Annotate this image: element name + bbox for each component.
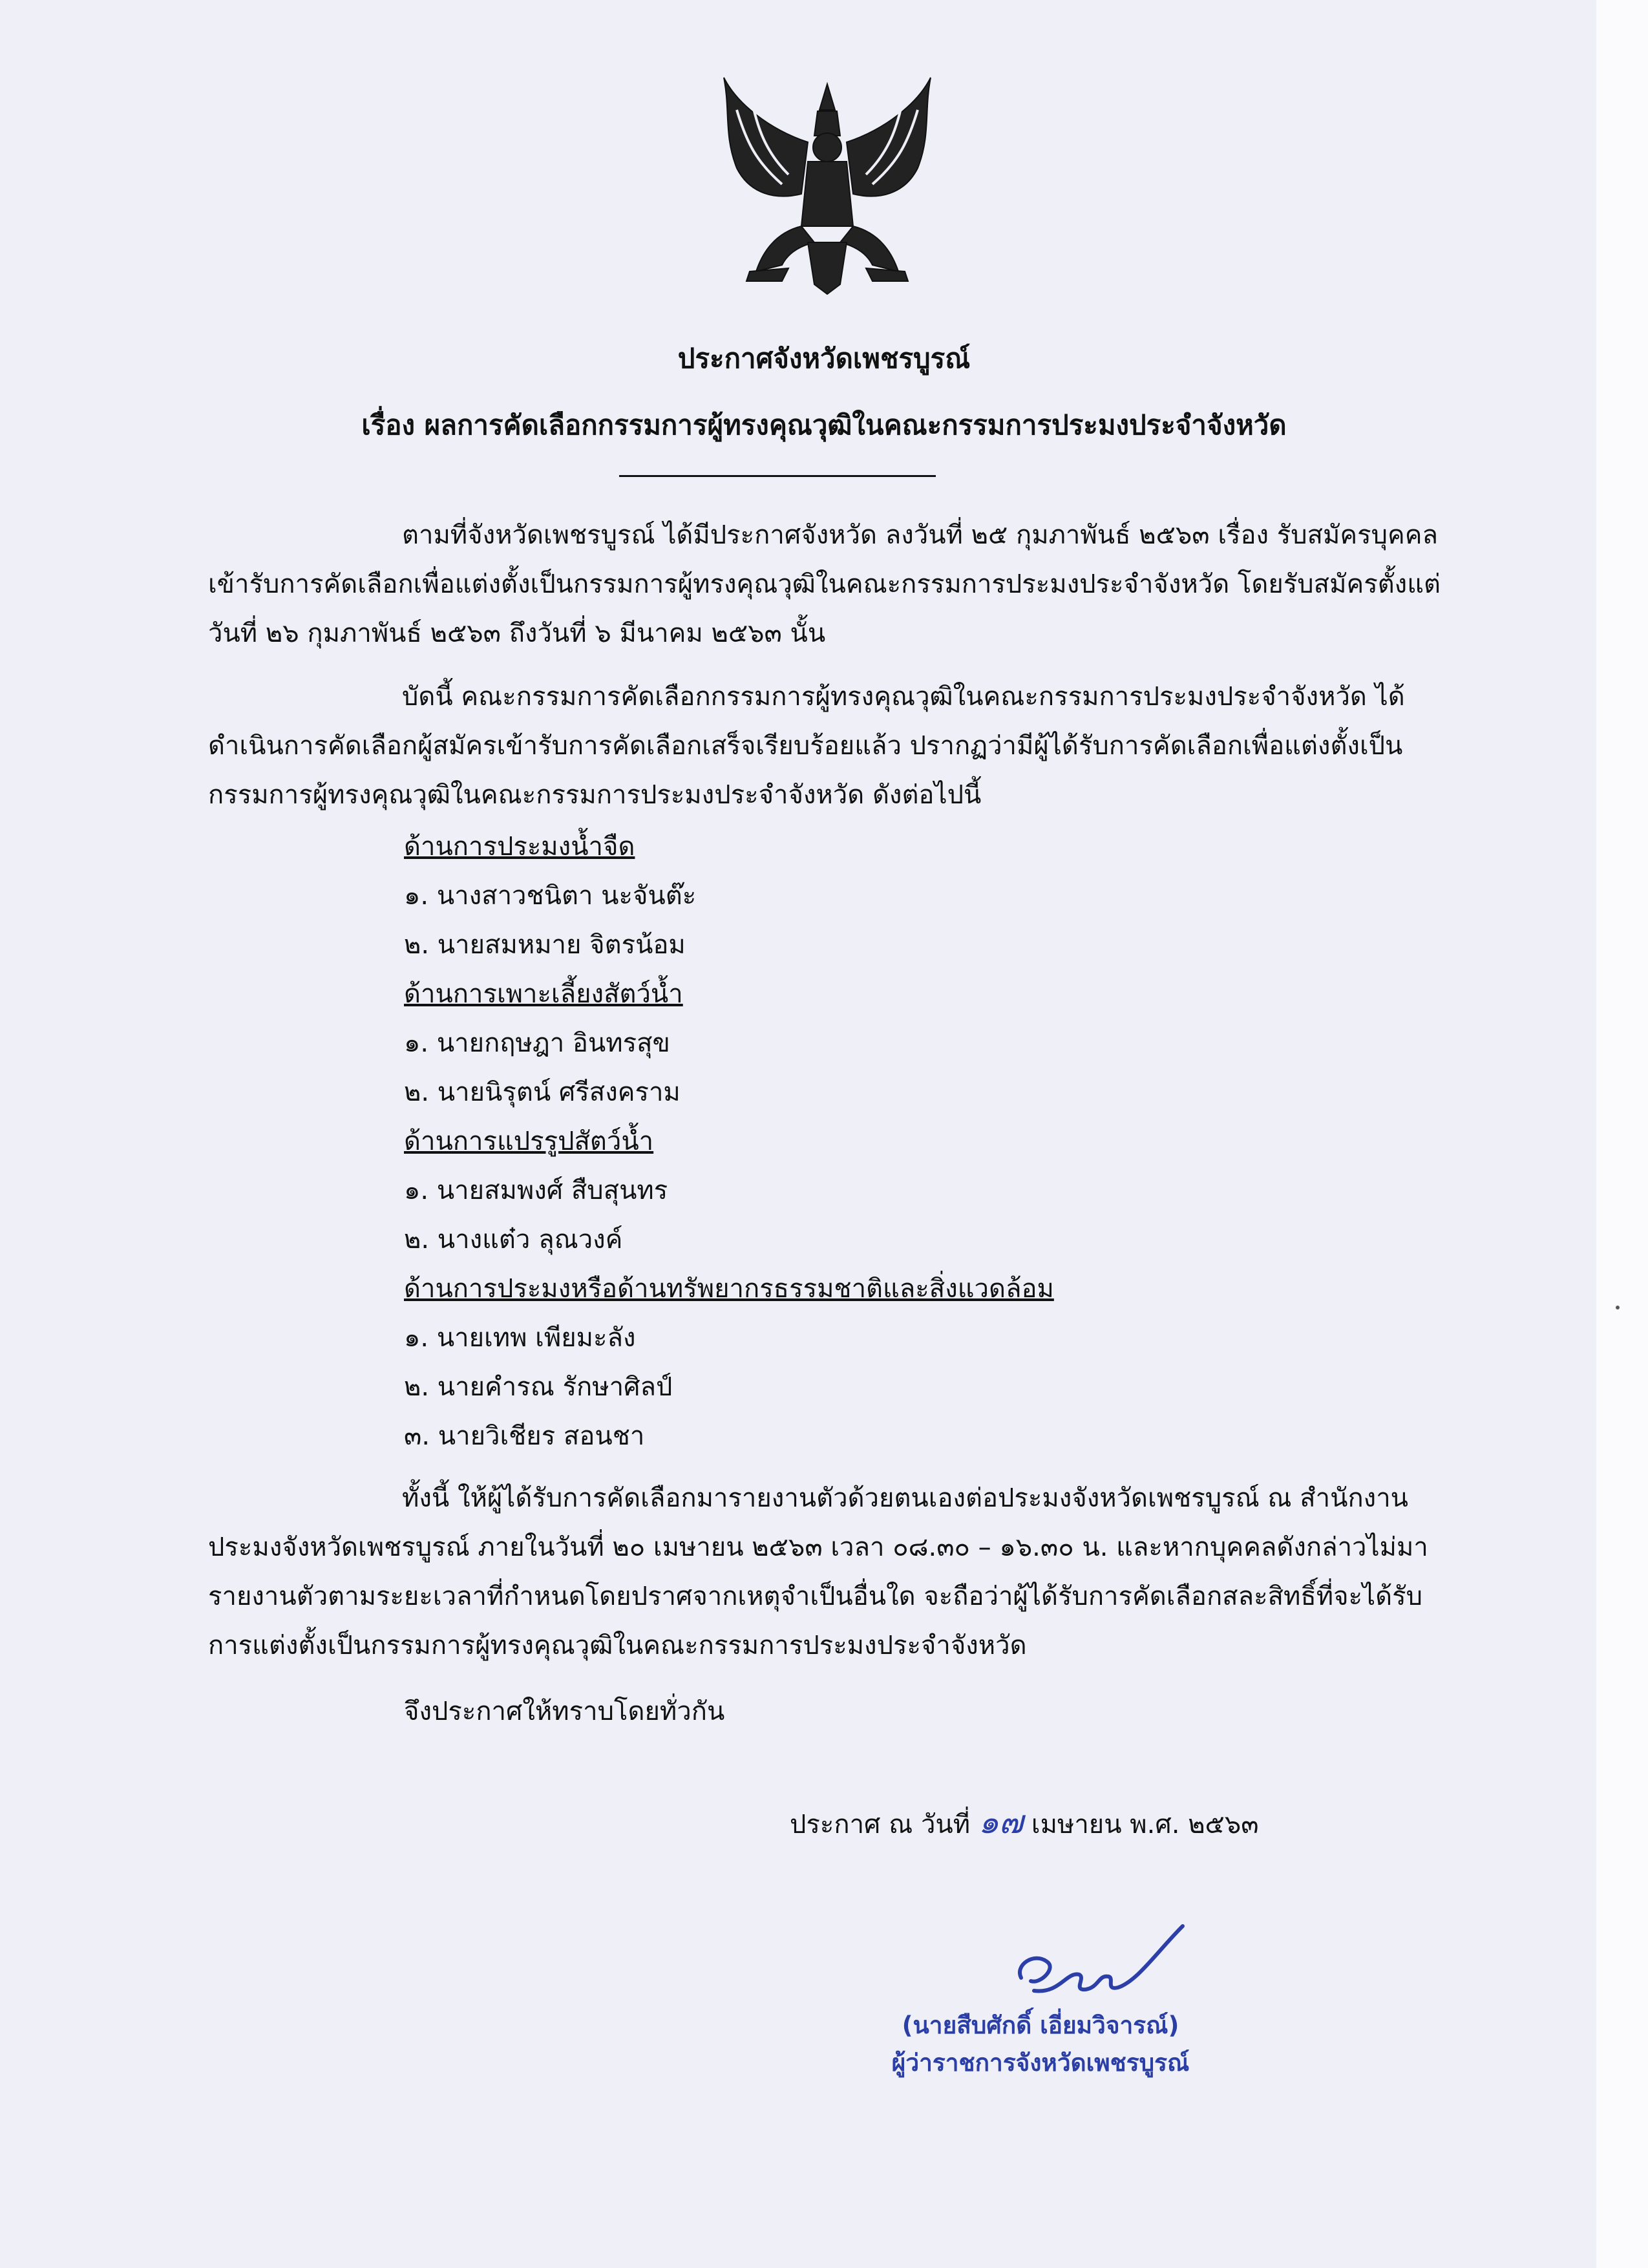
date-day-handwritten: ๑๗ — [978, 1803, 1024, 1841]
selected-members-list — [404, 822, 1309, 1461]
paragraph-reporting: ทั้งนี้ ให้ผู้ได้รับการคัดเลือกมารายงานตัวด้วยตนเองต่อประมงจังหวัดเพชรบูรณ์ ณ สำนักงานประมงจังหวัดเพชรบูรณ์ ภายในวันที่ ๒๐ เมษายน ๒๕๖๓ เวลา ๐๘.๓๐ – ๑๖.๓๐ น. และหากบุคคลดังกล่าวไม่มารายงานตัวตามระยะเวลาที่กำหนดโดยปราศจากเหตุจำเป็นอื่นใด จะถือว่าผู้ได้รับการคัดเลือกสละสิทธิ์ที่จะได้รับการแต่งตั้งเป็นกรรมการผู้ทรงคุณวุฒิในคณะกรรมการประมงประจำจังหวัด — [208, 1483, 1428, 1660]
member-item: ๓. นายวิเชียร สอนชา — [404, 1421, 645, 1451]
announcement-date — [790, 1797, 1259, 1848]
date-suffix: เมษายน พ.ศ. ๒๕๖๓ — [1031, 1810, 1259, 1839]
member-item: ๒. นายนิรุตน์ ศรีสงคราม — [404, 1077, 681, 1107]
category-heading: ด้านการเพาะเลี้ยงสัตว์น้ำ — [404, 979, 683, 1009]
member-item: ๒. นายสมหมาย จิตรน้อม — [404, 930, 686, 960]
member-item: ๑. นายเทพ เพียมะลัง — [404, 1323, 636, 1353]
scan-speck — [1616, 1306, 1620, 1309]
category-heading: ด้านการประมงน้ำจืด — [404, 832, 635, 862]
paragraph-result: บัดนี้ คณะกรรมการคัดเลือกกรรมการผู้ทรงคุณวุฒิในคณะกรรมการประมงประจำจังหวัด ได้ดำเนินการคัดเลือกผู้สมัครเข้ารับการคัดเลือกเสร็จเรียบร้อยแล้ว ปรากฏว่ามีผู้ได้รับการคัดเลือกเพื่อแต่งตั้งเป็นกรรมการผู้ทรงคุณวุฒิในคณะกรรมการประมงประจำจังหวัด ดังต่อไปนี้ — [208, 682, 1405, 810]
signatory-name: (นายสืบศักดิ์ เอี่ยมวิจารณ์) — [902, 2011, 1179, 2039]
document-subject: เรื่อง ผลการคัดเลือกกรรมการผู้ทรงคุณวุฒิในคณะกรรมการประมงประจำจังหวัด — [361, 409, 1287, 441]
member-item: ๑. นางสาวชนิตา นะจันต๊ะ — [404, 881, 697, 911]
member-item: ๒. นางแต๋ว ลุณวงค์ — [404, 1225, 623, 1255]
title-divider — [619, 475, 936, 477]
signature-icon — [995, 1913, 1189, 2010]
member-item: ๒. นายคำรณ รักษาศิลป์ — [404, 1372, 673, 1402]
signatory-block — [879, 2007, 1202, 2082]
paragraph-background: ตามที่จังหวัดเพชรบูรณ์ ได้มีประกาศจังหวัด ลงวันที่ ๒๕ กุมภาพันธ์ ๒๕๖๓ เรื่อง รับสมัครบุคคลเข้ารับการคัดเลือกเพื่อแต่งตั้งเป็นกรรมการผู้ทรงคุณวุฒิในคณะกรรมการประมงประจำจังหวัด โดยรับสมัครตั้งแต่วันที่ ๒๖ กุมภาพันธ์ ๒๕๖๓ ถึงวันที่ ๖ มีนาคม ๒๕๖๓ นั้น — [208, 520, 1441, 648]
category-heading: ด้านการประมงหรือด้านทรัพยากรธรรมชาติและสิ่งแวดล้อม — [404, 1274, 1054, 1304]
category-heading: ด้านการแปรรูปสัตว์น้ำ — [404, 1127, 654, 1156]
member-item: ๑. นายสมพงศ์ สืบสุนทร — [404, 1176, 668, 1205]
paragraph-closing: จึงประกาศให้ทราบโดยทั่วกัน — [404, 1697, 725, 1726]
document-title: ประกาศจังหวัดเพชรบูรณ์ — [677, 343, 971, 374]
signatory-position: ผู้ว่าราชการจังหวัดเพชรบูรณ์ — [891, 2049, 1190, 2077]
garuda-emblem-icon — [711, 71, 944, 304]
date-prefix: ประกาศ ณ วันที่ — [790, 1810, 971, 1839]
member-item: ๑. นายกฤษฎา อินทรสุข — [404, 1028, 670, 1058]
